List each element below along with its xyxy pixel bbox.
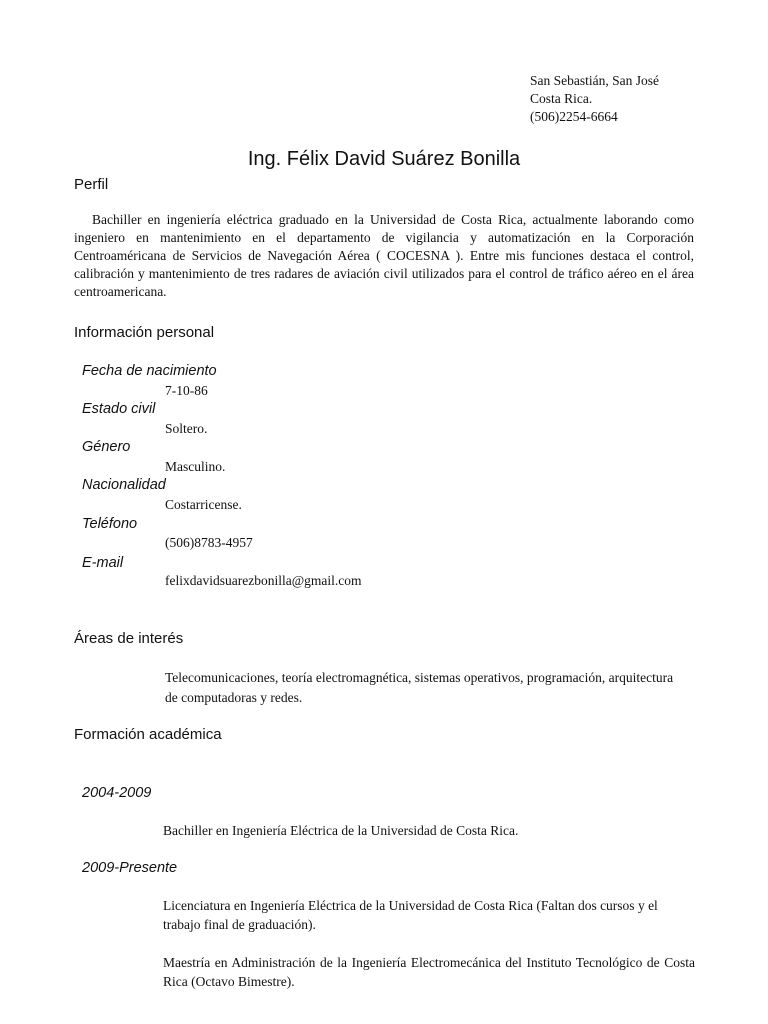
section-heading-personal: Información personal — [74, 324, 215, 341]
field-label-phone: Teléfono — [82, 516, 138, 532]
candidate-name: Ing. Félix David Suárez Bonilla — [247, 148, 521, 170]
section-heading-education: Formación académica — [74, 726, 222, 743]
field-value-nationality: Costarricense. — [165, 497, 242, 512]
field-value-civil-status: Soltero. — [165, 421, 208, 436]
field-value-email: felixdavidsuarezbonilla@gmail.com — [165, 573, 362, 588]
education-degree: Maestría en Administración de la Ingeniería Electromecánica del Instituto Tecnológico de Costa Rica (Octavo Bimestre). — [163, 955, 695, 989]
field-label-birthdate: Fecha de nacimiento — [82, 363, 217, 379]
education-degree: Bachiller en Ingeniería Eléctrica de la Universidad de Costa Rica. — [163, 823, 519, 838]
sender-address — [530, 72, 659, 126]
field-label-gender: Género — [82, 439, 131, 455]
education-degree: Licenciatura en Ingeniería Eléctrica de la Universidad de Costa Rica (Faltan dos cursos y el trabajo final de graduación). — [163, 898, 658, 932]
address-phone: (506)2254-6664 — [530, 109, 618, 124]
field-value-gender: Masculino. — [165, 459, 226, 474]
field-label-nationality: Nacionalidad — [82, 477, 166, 493]
section-heading-interests: Áreas de interés — [74, 630, 184, 647]
section-heading-profile: Perfil — [74, 176, 109, 193]
field-value-birthdate: 7-10-86 — [165, 383, 208, 398]
education-period: 2009-Presente — [82, 860, 178, 876]
address-line-2: Costa Rica. — [530, 91, 593, 106]
field-value-phone: (506)8783-4957 — [165, 535, 253, 550]
education-period: 2004-2009 — [82, 785, 152, 801]
field-label-civil-status: Estado civil — [82, 401, 156, 417]
profile-text: Bachiller en ingeniería eléctrica graduado en la Universidad de Costa Rica, actualmente laborando como ingeniero en mantenimiento en el departamento de vigilancia y automatización en la Corporación Centroaméricana de Servicios de Navegación Aérea ( COCESNA ). Entre mis funciones destaca el control, calibración y mantenimiento de tres radares de aviación civil utilizados para el control de tráfico aéreo en el área centroamericana. — [74, 212, 694, 299]
field-label-email: E-mail — [82, 555, 124, 571]
interests-text: Telecomunicaciones, teoría electromagnética, sistemas operativos, programación, arquitectura de computadoras y redes. — [165, 670, 674, 705]
address-line-1: San Sebastián, San José — [530, 73, 659, 88]
